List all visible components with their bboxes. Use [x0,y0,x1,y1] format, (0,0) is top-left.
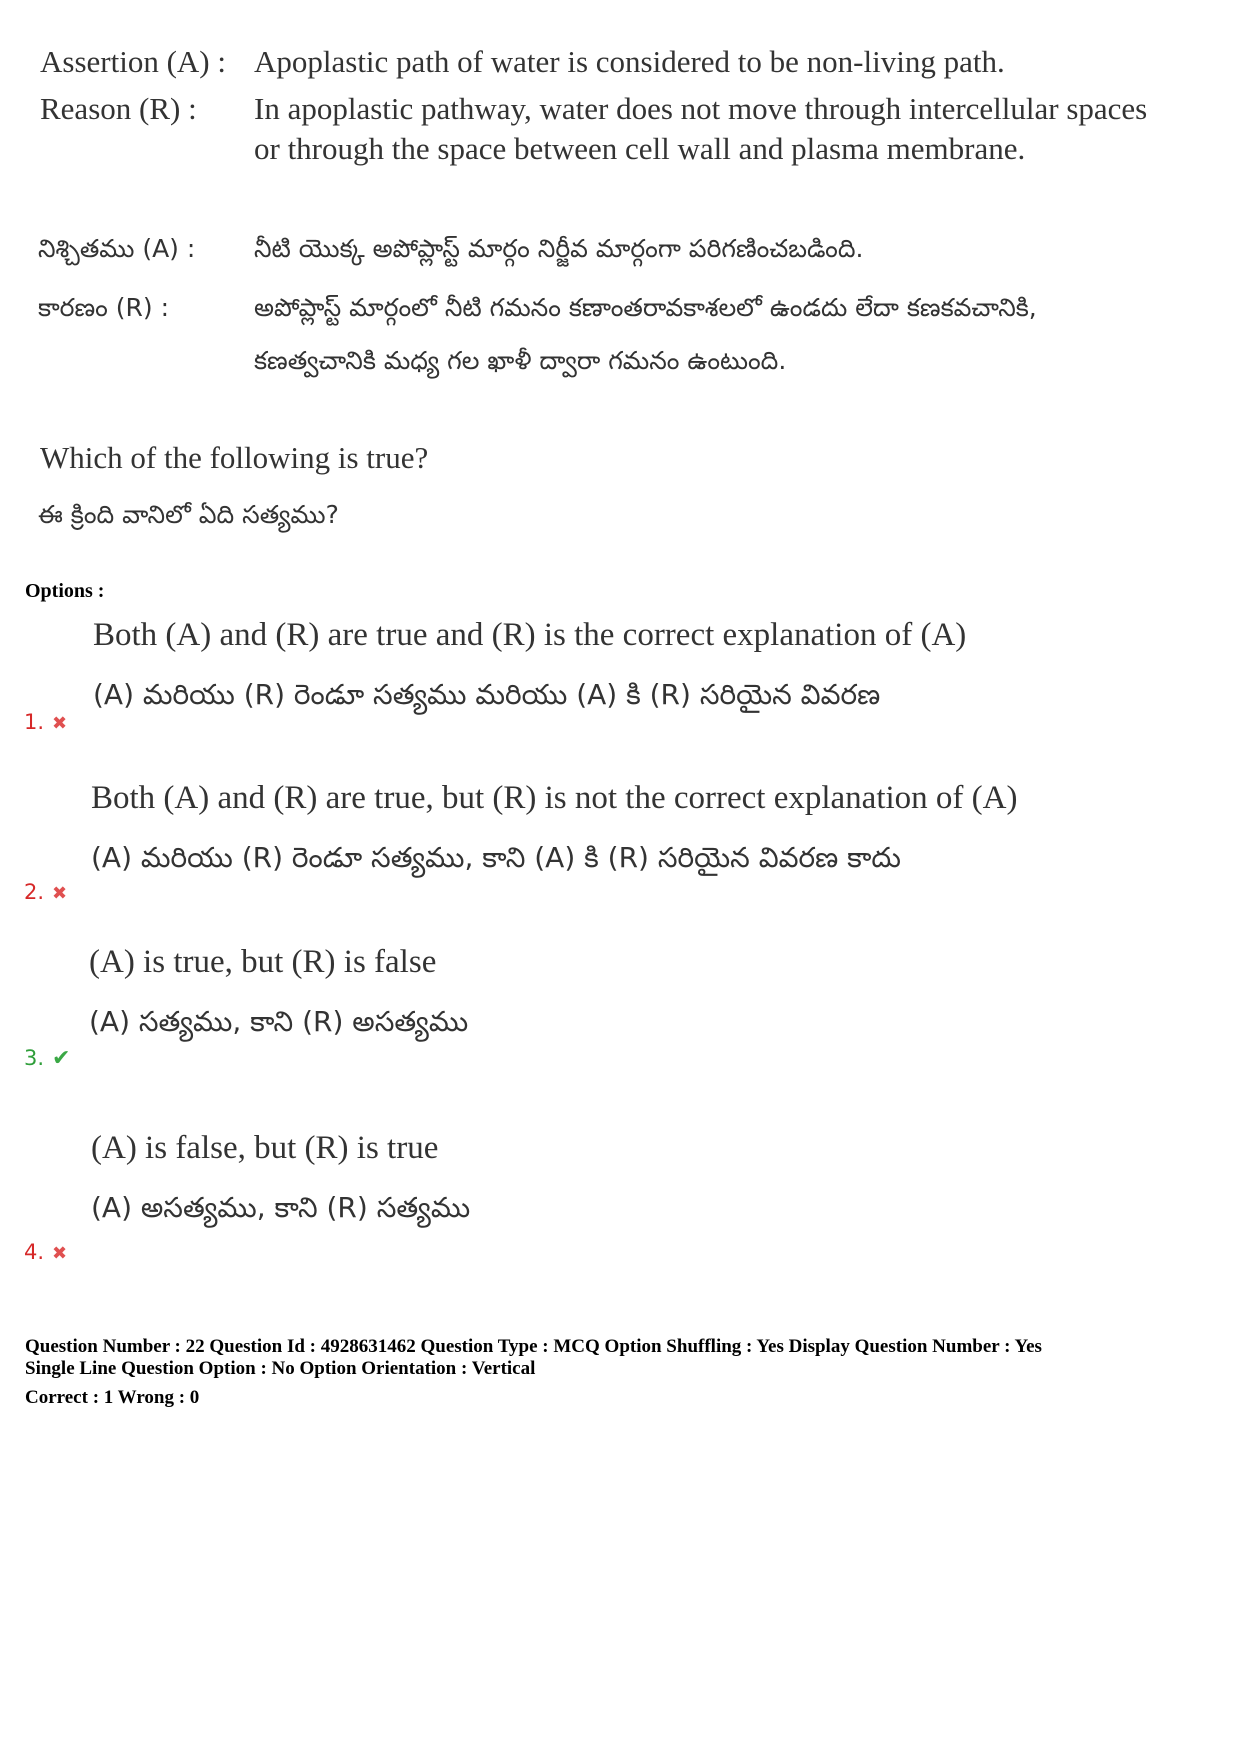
question-meta-line-1: Question Number : 22 Question Id : 4928631462 Question Type : MCQ Option Shuffling : Yes Display Question Number : Yes [25,1336,1042,1357]
option-2-text-telugu: (A) మరియు (R) రెండూ సత్యము, కాని (A) కి (R) సరియైన వివరణ కాదు [91,841,901,874]
check-icon: ✔ [52,1046,71,1071]
reason-text-telugu-line-2: కణత్వచానికి మధ్య గల ఖాళీ ద్వారా గమనం ఉంటుంది. [254,346,787,375]
option-4-text-telugu: (A) అసత్యము, కాని (R) సత్యము [91,1191,471,1224]
option-4-number: 4. [24,1240,45,1264]
reason-text-line-1: In apoplastic pathway, water does not move through intercellular spaces [254,91,1148,126]
option-3-text: (A) is true, but (R) is false [89,944,437,980]
reason-text-telugu-line-1: అపోప్లాస్ట్ మార్గంలో నీటి గమనం కణాంతరావకాశలలో ఉండదు లేదా కణకవచానికి, [254,293,1037,322]
assertion-text: Apoplastic path of water is considered to be non-living path. [254,44,1005,79]
reason-label-telugu: కారణం (R) : [38,293,170,322]
option-2-number-row [24,880,67,904]
cross-icon: ✖ [52,1243,68,1264]
option-3-text-telugu: (A) సత్యము, కాని (R) అసత్యము [89,1005,469,1038]
question-text: Which of the following is true? [40,440,429,475]
option-2-number: 2. [24,880,45,904]
option-1-text: Both (A) and (R) are true and (R) is the correct explanation of (A) [93,617,967,653]
option-2-text: Both (A) and (R) are true, but (R) is not the correct explanation of (A) [91,780,1018,816]
question-text-telugu: ఈ క్రింది వానిలో ఏది సత్యము? [38,500,339,529]
option-1-number: 1. [24,710,45,734]
reason-label: Reason (R) : [40,91,197,126]
reason-text-line-2: or through the space between cell wall and plasma membrane. [254,131,1026,166]
assertion-label-telugu: నిశ్చితము (A) : [38,234,196,263]
cross-icon: ✖ [52,713,68,734]
option-1-number-row [24,710,67,734]
question-meta-score: Correct : 1 Wrong : 0 [25,1387,200,1408]
option-3-number: 3. [24,1046,45,1070]
option-4-text: (A) is false, but (R) is true [91,1130,439,1166]
option-3-number-row [24,1046,70,1071]
option-1-text-telugu: (A) మరియు (R) రెండూ సత్యము మరియు (A) కి (R) సరియైన వివరణ [93,678,881,711]
assertion-label: Assertion (A) : [40,44,226,79]
options-heading: Options : [25,580,105,602]
question-meta-line-2: Single Line Question Option : No Option Orientation : Vertical [25,1358,536,1379]
assertion-text-telugu: నీటి యొక్క అపోప్లాస్ట్ మార్గం నిర్జీవ మార్గంగా పరిగణించబడింది. [254,234,864,263]
option-4-number-row [24,1240,67,1264]
cross-icon: ✖ [52,883,68,904]
